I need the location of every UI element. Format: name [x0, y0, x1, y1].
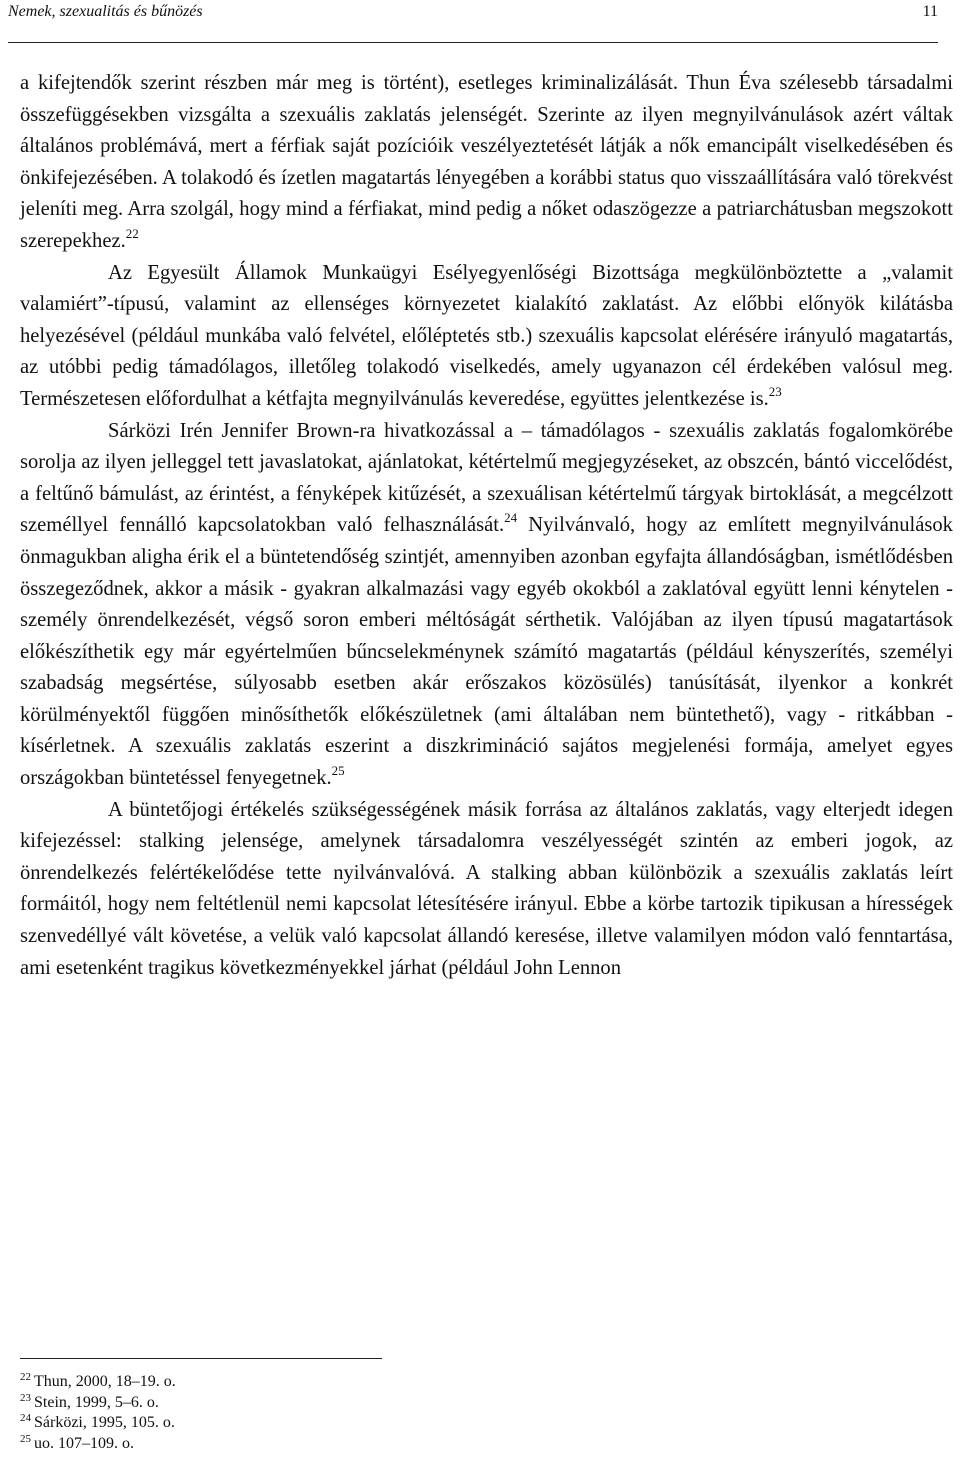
page-number: 11 — [922, 3, 938, 20]
footnote-number: 22 — [20, 1371, 31, 1383]
footnote-ref: 25 — [331, 763, 345, 779]
paragraph-text: Nyilvánvaló, hogy az említett megnyilvánulások önmagukban aligha érik el a büntetendőség szintjét, amennyiben azonban egyfajta állandóságban, ismétlődésben összegeződnek, akkor a másik - gyakran alkalmazási vagy egyéb okokból a zaklatóval együtt lenni kénytelen - személy önrendelkezését, végső soron emberi méltóságát sérthetik. Valójában az ilyen típusú magatartások előkészíthetik egy már egyértelműen bűncselekménynek számító magatartás (például kényszerítés, személyi szabadság megsértése, súlyosabb esetben akár erőszakos közösülés) tanúsítását, ilyenkor a konkrét körülményektől függően minősíthetők előkészületnek (ami általában nem büntethető), vagy - ritkábban - kísérletnek. A szexuális zaklatás eszerint a diszkrimináció sajátos megjelenési formája, amelyet egyes országokban büntetéssel fenyegetnek. — [20, 514, 953, 790]
footnote — [20, 1413, 176, 1434]
footnotes — [20, 1372, 176, 1454]
running-title: Nemek, szexualitás és bűnözés — [8, 3, 203, 20]
footnote-separator — [20, 1358, 382, 1359]
footnote-text: Stein, 1999, 5–6. o. — [34, 1393, 159, 1411]
footnote-number: 23 — [20, 1391, 31, 1404]
paragraph-text: Sárközi Irén Jennifer Brown-ra hivatkozással a – támadólagos - szexuális zaklatás fogalomkörébe sorolja az ilyen jelleggel tett javaslatokat, ajánlatokat, kétértelmű megjegyzéseket, az obszcén, bántó viccelődést, a feltűnő bámulást, az érintést, a fényképek kitűzését, a szexuálisan kétértelmű tárgyak birtoklását, a megcélzott személlyel fennálló kapcsolatokban való felhasználását. — [20, 419, 953, 537]
page-header — [8, 0, 938, 43]
footnote-ref: 24 — [504, 510, 518, 526]
footnote-text: uo. 107–109. o. — [34, 1434, 134, 1452]
paragraph-text: a kifejtendők szerint részben már meg is történt), esetleges kriminalizálását. Thun Éva szélesebb társadalmi összefüggésekben vizsgálta a szexuális zaklatás jelenségét. Szerinte az ilyen megnyilvánulások azért váltak általános problémává, mert a férfiak saját pozícióik veszélyeztetését látják a nők emancipált viselkedésében és önkifejezésében. A tolakodó és ízetlen magatartás lényegében a korábbi status quo visszaállítására való törekvést jeleníti meg. Arra szolgál, hogy mind a férfiakat, mind pedig a nőket odaszögezze a patriarchátusban megszokott szerepekhez. — [20, 72, 953, 252]
footnote — [20, 1434, 176, 1455]
paragraph-text: A büntetőjogi értékelés szükségességének másik forrása az általános zaklatás, vagy elterjedt idegen kifejezéssel: stalking jelensége, amelynek társadalomra veszélyességét szintén az emberi jogok, az önrendelkezés felértékelődése tette nyilvánvalóvá. A stalking abban különbözik a szexuális zaklatás leírt formáitól, hogy nem feltétlenül nemi kapcsolat létesítésére irányul. Ebbe a körbe tartozik tipikusan a hírességek szenvedéllyé vált követése, a velük való kapcsolat állandó keresése, illetve valamilyen módon való fenntartása, ami esetenként tragikus következményekkel járhat (például John Lennon — [20, 798, 953, 979]
footnote-text: Sárközi, 1995, 105. o. — [34, 1414, 175, 1431]
body-text — [20, 68, 953, 984]
paragraph — [20, 258, 953, 416]
footnote-number: 24 — [20, 1412, 31, 1424]
paragraph — [20, 795, 953, 985]
footnote-number: 25 — [20, 1432, 31, 1445]
paragraph-text: Az Egyesült Államok Munkaügyi Esélyegyenlőségi Bizottsága megkülönböztette a „valamit valamiért”-típusú, valamint az ellenséges környezetet kialakító zaklatást. Az előbbi előnyök kilátásba helyezésével (például munkába való felvétel, előléptetés stb.) szexuális kapcsolat elérésére irányuló magatartás, az utóbbi pedig támadólagos, illetőleg tolakodó viselkedés, amely ugyanazon cél érdekében valósul meg. Természetesen előfordulhat a kétfajta megnyilvánulás keveredése, együttes jelentkezése is. — [20, 261, 953, 410]
paragraph — [20, 68, 953, 258]
paragraph — [20, 416, 953, 795]
footnote — [20, 1372, 176, 1393]
footnote — [20, 1393, 176, 1414]
footnote-text: Thun, 2000, 18–19. o. — [34, 1373, 176, 1390]
footnote-ref: 23 — [768, 383, 782, 399]
footnote-ref: 22 — [125, 225, 139, 241]
